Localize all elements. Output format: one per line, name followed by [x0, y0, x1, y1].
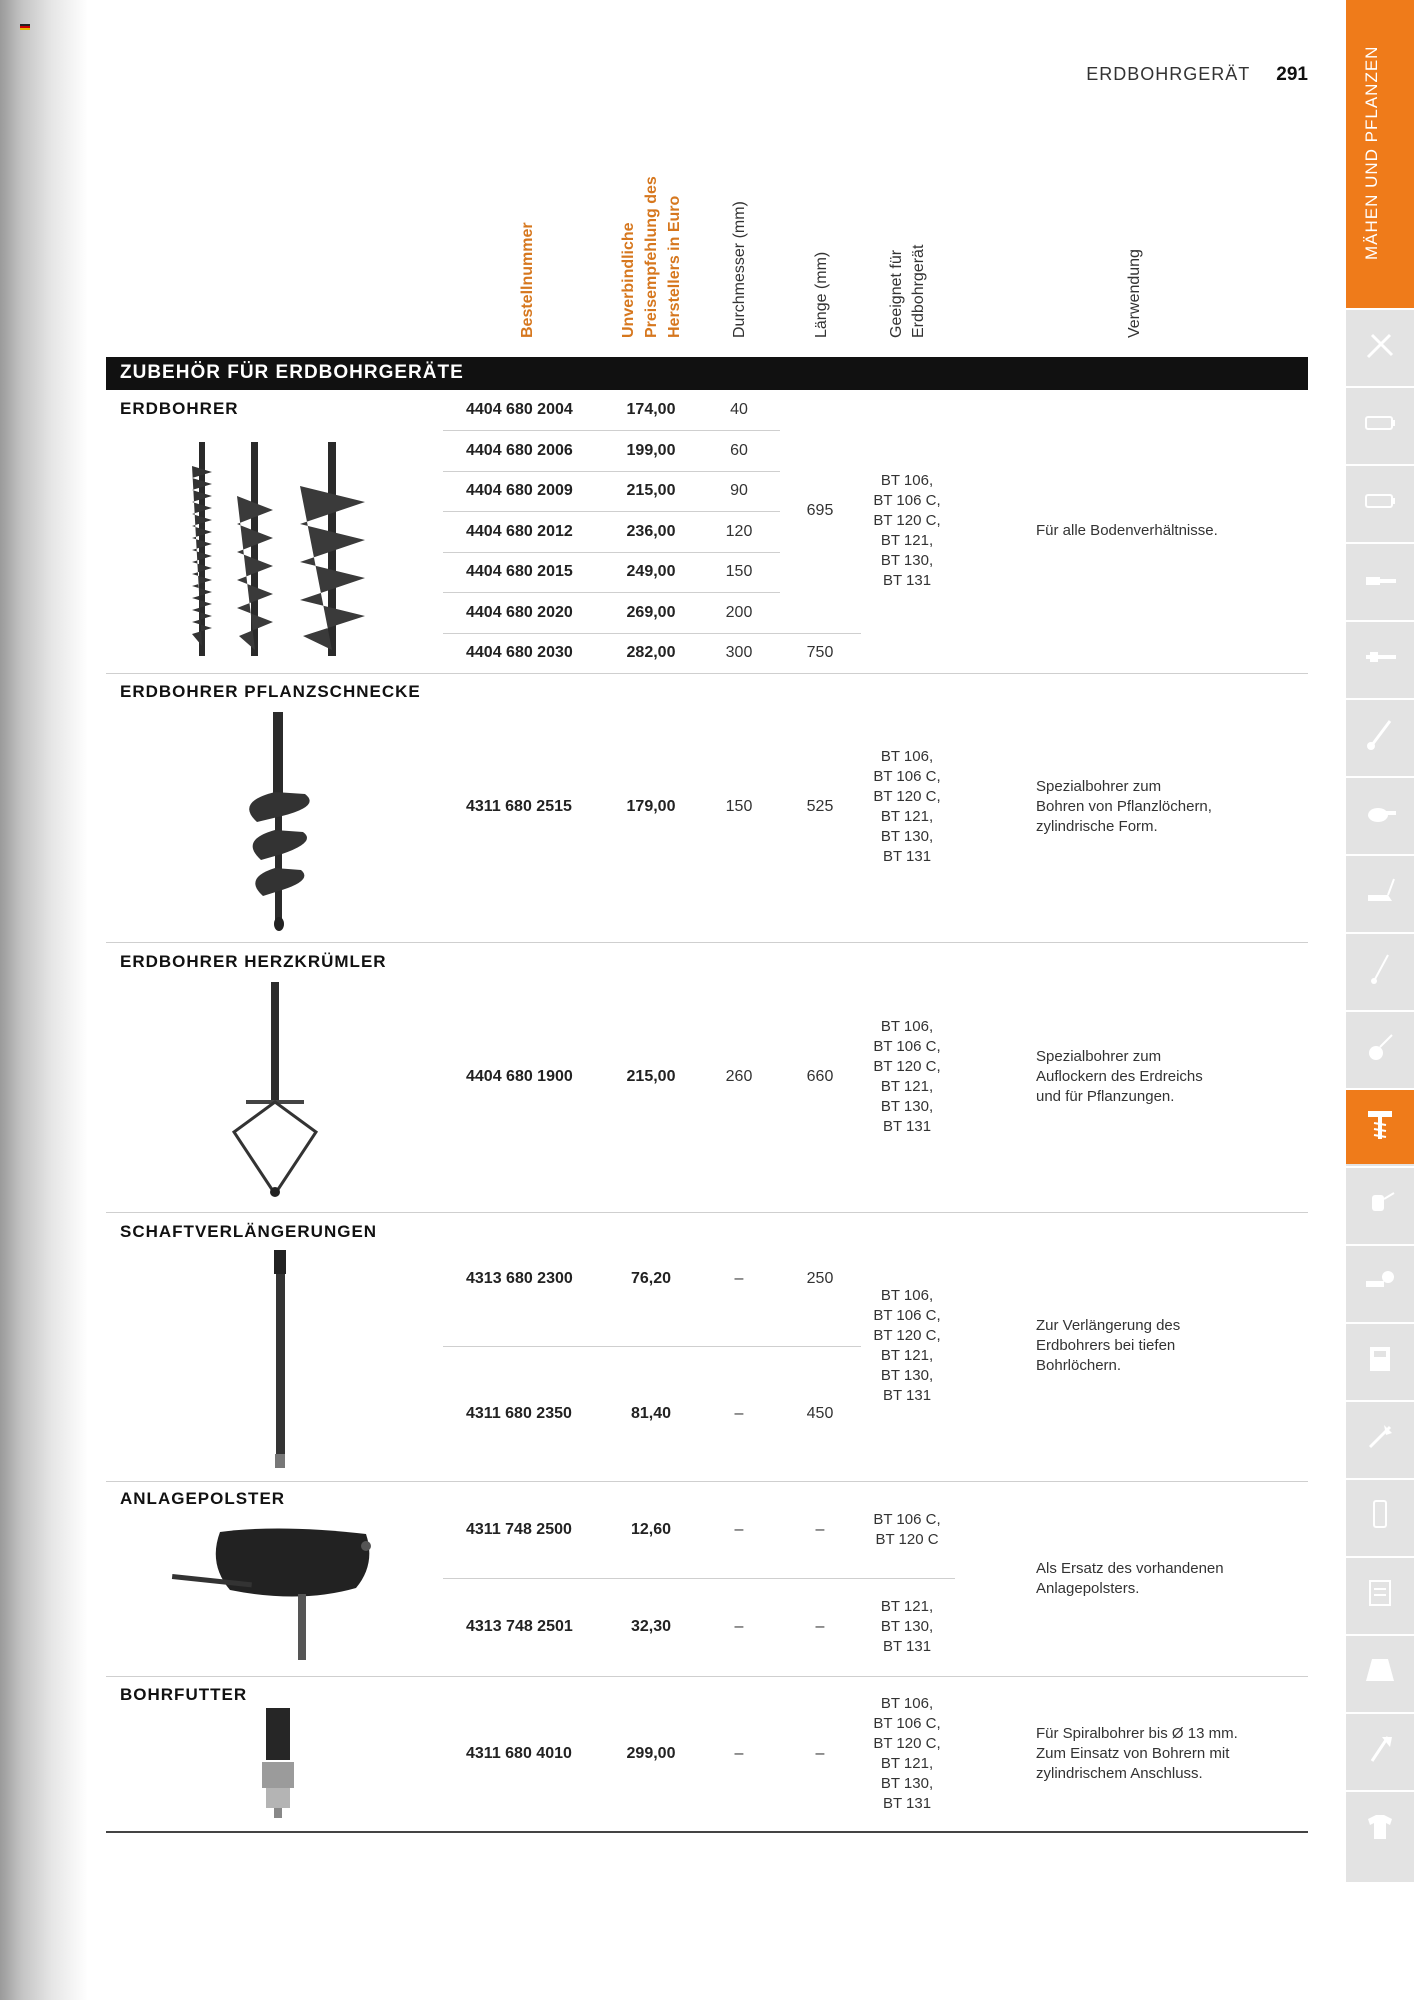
compatible-model: BT 120 C, [873, 512, 941, 529]
compatible-model: BT 130, [880, 1367, 934, 1384]
lawnmower-icon [1360, 871, 1400, 916]
earth-auger-icon [1360, 1105, 1400, 1150]
cutoff-saw-icon [1360, 1261, 1400, 1306]
row-divider [106, 1676, 1308, 1677]
order-number: 4404 680 2006 [466, 442, 573, 459]
compatible-model: BT 121, [880, 532, 934, 549]
compatible-model: BT 130, [880, 552, 934, 569]
diameter: – [734, 1745, 744, 1762]
diameter: 260 [725, 1068, 753, 1085]
usage-line: Bohrlöchern. [1036, 1357, 1122, 1374]
sidebar-tab[interactable] [1346, 776, 1414, 852]
leaf-blower-icon [1360, 793, 1400, 838]
column-header-bestellnummer: Bestellnummer [519, 222, 536, 338]
usage-line: zylindrische Form. [1036, 818, 1158, 835]
compatible-model: BT 131 [882, 848, 932, 865]
column-header-preis-line1: Unverbindliche [620, 222, 637, 338]
price: 12,60 [630, 1521, 672, 1538]
usage-line: Zur Verlängerung des [1036, 1317, 1181, 1334]
heart-crumbler-image [226, 982, 326, 1202]
sidebar-tab[interactable] [1346, 1712, 1414, 1788]
order-number: 4404 680 2004 [466, 401, 573, 418]
usage-line: Für alle Bodenverhältnisse. [1036, 522, 1218, 539]
compatible-model: BT 131 [882, 1795, 932, 1812]
compatible-model: BT 106 C, [873, 1715, 941, 1732]
row-divider [443, 592, 780, 593]
compatible-model: BT 130, [880, 1618, 934, 1635]
length: 450 [806, 1405, 834, 1422]
row-divider [443, 1578, 955, 1579]
price: 199,00 [626, 442, 676, 459]
compatible-model: BT 106 C, [873, 1038, 941, 1055]
compatible-model: BT 130, [880, 1098, 934, 1115]
compatible-model: BT 106, [880, 748, 934, 765]
compatible-model: BT 131 [882, 572, 932, 589]
length: 250 [806, 1270, 834, 1287]
price: 299,00 [626, 1745, 676, 1762]
sidebar-tab[interactable] [1346, 1556, 1414, 1632]
order-number: 4311 748 2500 [466, 1521, 572, 1538]
smartphone-icon [1360, 1495, 1400, 1540]
compatible-model: BT 106, [880, 1287, 934, 1304]
compatible-model: BT 120 C, [873, 1327, 941, 1344]
diameter: 40 [730, 401, 748, 418]
sidebar-section-label: MÄHEN UND PFLANZEN [1362, 45, 1381, 260]
diameter: – [734, 1618, 744, 1635]
usage-text [1036, 1316, 1276, 1376]
group-title: ERDBOHRER [120, 399, 239, 418]
length: – [815, 1618, 825, 1635]
row-divider [106, 1481, 1308, 1482]
battery-icon [1360, 403, 1400, 448]
row-divider [443, 633, 861, 634]
category-sidebar [1346, 0, 1414, 1882]
usage-text [1036, 1047, 1276, 1107]
diameter: 150 [725, 563, 753, 580]
sidebar-tab[interactable] [1346, 932, 1414, 1008]
group-title: SCHAFTVERLÄNGERUNGEN [120, 1222, 378, 1241]
price: 249,00 [626, 563, 676, 580]
order-number: 4313 680 2300 [466, 1270, 573, 1287]
compatible-model: BT 121, [880, 808, 934, 825]
sidebar-tab[interactable] [1346, 386, 1414, 462]
group-title: ERDBOHRER PFLANZSCHNECKE [120, 682, 421, 701]
jacket-icon [1360, 1651, 1400, 1696]
trimmer-icon [1360, 949, 1400, 994]
compatible-model: BT 121, [880, 1078, 934, 1095]
row-divider [443, 552, 780, 553]
compatible-model: BT 121, [880, 1598, 934, 1615]
column-header-geeignet-line2: Erdbohrgerät [910, 244, 927, 338]
group-title: ANLAGEPOLSTER [120, 1489, 286, 1508]
compatible-models [842, 471, 972, 591]
diameter: – [734, 1405, 744, 1422]
sidebar-tab[interactable] [1346, 620, 1414, 696]
length: 525 [806, 798, 834, 815]
compatible-models [842, 1017, 972, 1137]
axe-icon [1360, 1729, 1400, 1774]
brushcutter-icon [1360, 715, 1400, 760]
sidebar-tab[interactable] [1346, 464, 1414, 540]
sidebar-tab[interactable] [1346, 854, 1414, 930]
column-header-laenge: Länge (mm) [813, 251, 830, 338]
usage-line: Bohren von Pflanzlöchern, [1036, 798, 1212, 815]
compatible-model: BT 121, [880, 1347, 934, 1364]
table-bottom-rule [106, 1831, 1308, 1833]
compatible-models [842, 1286, 972, 1406]
row-divider [443, 430, 780, 431]
order-number: 4404 680 2030 [466, 644, 573, 661]
page-number: 291 [1276, 64, 1308, 85]
compatible-model: BT 106, [880, 1695, 934, 1712]
chainsaw-icon [1360, 559, 1400, 604]
compatible-model: BT 130, [880, 828, 934, 845]
row-divider [443, 511, 780, 512]
price: 174,00 [626, 401, 676, 418]
row-divider [106, 673, 1308, 674]
usage-text [1036, 521, 1276, 541]
length: 695 [806, 502, 834, 519]
column-header-preis-line2: Preisempfehlung des [643, 176, 660, 338]
compatible-model: BT 120 C, [873, 788, 941, 805]
order-number: 4404 680 2015 [466, 563, 573, 580]
sidebar-tab[interactable] [1346, 1634, 1414, 1710]
price: 215,00 [626, 482, 676, 499]
usage-line: Erdbohrers bei tiefen [1036, 1337, 1176, 1354]
compatible-model: BT 131 [882, 1387, 932, 1404]
row-divider [443, 1346, 861, 1347]
sidebar-tab[interactable] [1346, 1400, 1414, 1476]
group-title: BOHRFUTTER [120, 1685, 248, 1704]
page-header [1086, 64, 1308, 86]
compatible-model: BT 131 [882, 1638, 932, 1655]
usage-line: Für Spiralbohrer bis Ø 13 mm. [1036, 1725, 1238, 1742]
usage-line: Als Ersatz des vorhandenen [1036, 1560, 1224, 1577]
planting-auger-image [235, 712, 325, 932]
diameter: 60 [730, 442, 748, 459]
diameter: 200 [725, 604, 753, 621]
price: 32,30 [630, 1618, 672, 1635]
section-title: ERDBOHRGERÄT [1086, 64, 1251, 84]
compatible-model: BT 130, [880, 1775, 934, 1792]
compatible-model: BT 120 C, [873, 1058, 941, 1075]
compatible-model: BT 106 C, [873, 1511, 941, 1528]
sidebar-tab[interactable] [1346, 1010, 1414, 1086]
compatible-model: BT 106 C, [873, 1307, 941, 1324]
page-spine-shadow [0, 0, 88, 2000]
drill-chuck-image [258, 1708, 298, 1820]
sidebar-tab[interactable] [1346, 1790, 1414, 1866]
usage-line: Spezialbohrer zum [1036, 1048, 1162, 1065]
sidebar-section-tab[interactable] [1346, 0, 1414, 308]
shirt-icon [1360, 1807, 1400, 1852]
shaft-extension-image [265, 1250, 295, 1470]
compatible-model: BT 106, [880, 1018, 934, 1035]
compatible-model: BT 120 C [875, 1531, 939, 1548]
sidebar-tab[interactable] [1346, 308, 1414, 384]
usage-text [1036, 1724, 1276, 1784]
order-number: 4404 680 2009 [466, 482, 573, 499]
compatible-models [842, 747, 972, 867]
diameter: 90 [730, 482, 748, 499]
column-header-preis-line3: Herstellers in Euro [666, 195, 683, 338]
diameter: 300 [725, 644, 753, 661]
price: 269,00 [626, 604, 676, 621]
hedge-trimmer-icon [1360, 637, 1400, 682]
column-header-geeignet-line1: Geeignet für [888, 249, 905, 338]
compatible-model: BT 120 C, [873, 1735, 941, 1752]
usage-text [1036, 1559, 1276, 1599]
compatible-model: BT 106 C, [873, 492, 941, 509]
sidebar-tab[interactable] [1346, 1088, 1414, 1164]
diameter: – [734, 1521, 744, 1538]
auger-set-image [175, 436, 375, 662]
manual-icon [1360, 1573, 1400, 1618]
usage-text [1036, 777, 1276, 837]
price: 215,00 [626, 1068, 676, 1085]
row-divider [106, 1212, 1308, 1213]
length: 750 [806, 644, 834, 661]
sidebar-tab[interactable] [1346, 1322, 1414, 1398]
length: – [815, 1521, 825, 1538]
compatible-model: BT 106 C, [873, 768, 941, 785]
price: 282,00 [626, 644, 676, 661]
order-number: 4311 680 4010 [466, 1745, 572, 1762]
sidebar-tab[interactable] [1346, 1478, 1414, 1554]
usage-line: Auflockern des Erdreichs [1036, 1068, 1203, 1085]
price: 179,00 [626, 798, 676, 815]
usage-line: zylindrischem Anschluss. [1036, 1765, 1203, 1782]
usage-line: Zum Einsatz von Bohrern mit [1036, 1745, 1230, 1762]
battery-icon [1360, 481, 1400, 526]
support-pad-image [170, 1524, 390, 1664]
column-header-durchmesser: Durchmesser (mm) [731, 201, 748, 338]
usage-line: und für Pflanzungen. [1036, 1088, 1175, 1105]
price: 76,20 [630, 1270, 672, 1287]
compatible-models [842, 1510, 972, 1550]
sidebar-tab[interactable] [1346, 542, 1414, 618]
usage-line: Spezialbohrer zum [1036, 778, 1162, 795]
order-number: 4311 680 2350 [466, 1405, 572, 1422]
order-number: 4404 680 1900 [466, 1068, 573, 1085]
length: 660 [806, 1068, 834, 1085]
table-banner: ZUBEHÖR FÜR ERDBOHRGERÄTE [106, 357, 1308, 390]
garden-tool-icon [1360, 1417, 1400, 1462]
tiller-icon [1360, 1027, 1400, 1072]
order-number: 4311 680 2515 [466, 798, 572, 815]
column-header-verwendung: Verwendung [1126, 249, 1143, 338]
sidebar-tab[interactable] [1346, 1244, 1414, 1320]
row-divider [443, 471, 780, 472]
order-number: 4404 680 2020 [466, 604, 573, 621]
length: – [815, 1745, 825, 1762]
shredder-icon [1360, 1339, 1400, 1384]
diameter: 150 [725, 798, 753, 815]
compatible-models [842, 1694, 972, 1814]
compatible-models [842, 1597, 972, 1657]
compatible-model: BT 131 [882, 1118, 932, 1135]
tools-icon [1360, 325, 1400, 370]
diameter: – [734, 1270, 744, 1287]
group-title: ERDBOHRER HERZKRÜMLER [120, 952, 387, 971]
sidebar-tab[interactable] [1346, 698, 1414, 774]
language-flag-icon [20, 24, 30, 31]
order-number: 4404 680 2012 [466, 523, 573, 540]
usage-line: Anlagepolsters. [1036, 1580, 1140, 1597]
compatible-model: BT 121, [880, 1755, 934, 1772]
diameter: 120 [725, 523, 753, 540]
row-divider [106, 942, 1308, 943]
sprayer-icon [1360, 1183, 1400, 1228]
price: 236,00 [626, 523, 676, 540]
sidebar-tab[interactable] [1346, 1166, 1414, 1242]
order-number: 4313 748 2501 [466, 1618, 573, 1635]
compatible-model: BT 106, [880, 472, 934, 489]
price: 81,40 [630, 1405, 672, 1422]
